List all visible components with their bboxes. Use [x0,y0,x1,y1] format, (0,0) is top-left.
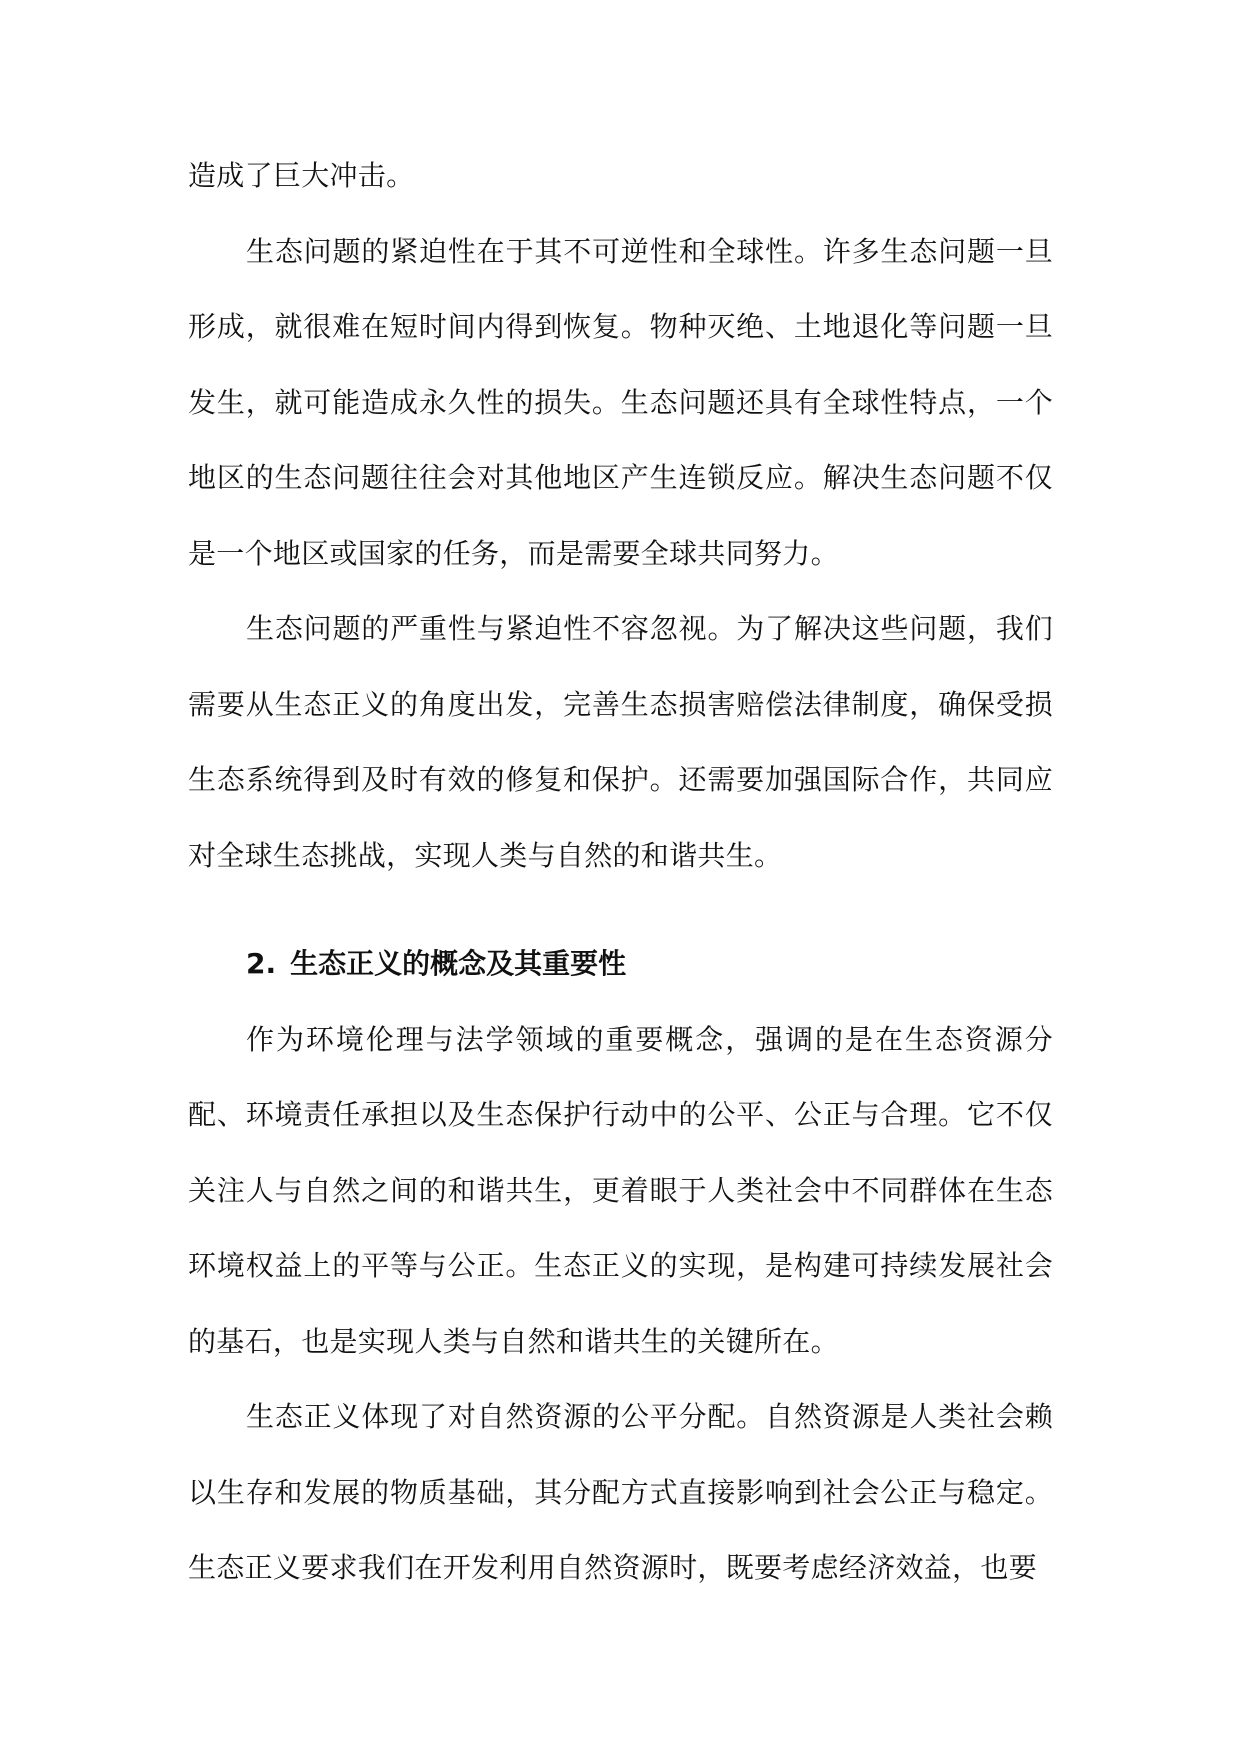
paragraph-concept: 作为环境伦理与法学领域的重要概念，强调的是在生态资源分配、环境责任承担以及生态保护行动中的公平、公正与合理。它不仅关注人与自然之间的和谐共生，更着眼于人类社会中不同群体在生态环境权益上的平等与公正。生态正义的实现，是构建可持续发展社会的基石，也是实现人类与自然和谐共生的关键所在。 [188,1022,1053,1358]
section-title: 生态正义的概念及其重要性 [290,947,627,980]
paragraph-urgency: 生态问题的紧迫性在于其不可逆性和全球性。许多生态问题一旦形成，就很难在短时间内得到恢复。物种灭绝、土地退化等问题一旦发生，就可能造成永久性的损失。生态问题还具有全球性特点，一个地区的生态问题往往会对其他地区产生连锁反应。解决生态问题不仅是一个地区或国家的任务，而是需要全球共同努力。 [188,234,1053,570]
paragraph-seriousness: 生态问题的严重性与紧迫性不容忽视。为了解决这些问题，我们需要从生态正义的角度出发，完善生态损害赔偿法律制度，确保受损生态系统得到及时有效的修复和保护。还需要加强国际合作，共同应对全球生态挑战，实现人类与自然的和谐共生。 [188,612,1053,872]
section-heading [188,926,1053,1002]
section-number: 2. [246,947,277,980]
paragraph-resource-distribution: 生态正义体现了对自然资源的公平分配。自然资源是人类社会赖以生存和发展的物质基础，其分配方式直接影响到社会公正与稳定。生态正义要求我们在开发利用自然资源时，既要考虑经济效益，也要 [188,1400,1053,1584]
document-body [188,138,1053,1606]
paragraph-continuation: 造成了巨大冲击。 [188,159,415,192]
